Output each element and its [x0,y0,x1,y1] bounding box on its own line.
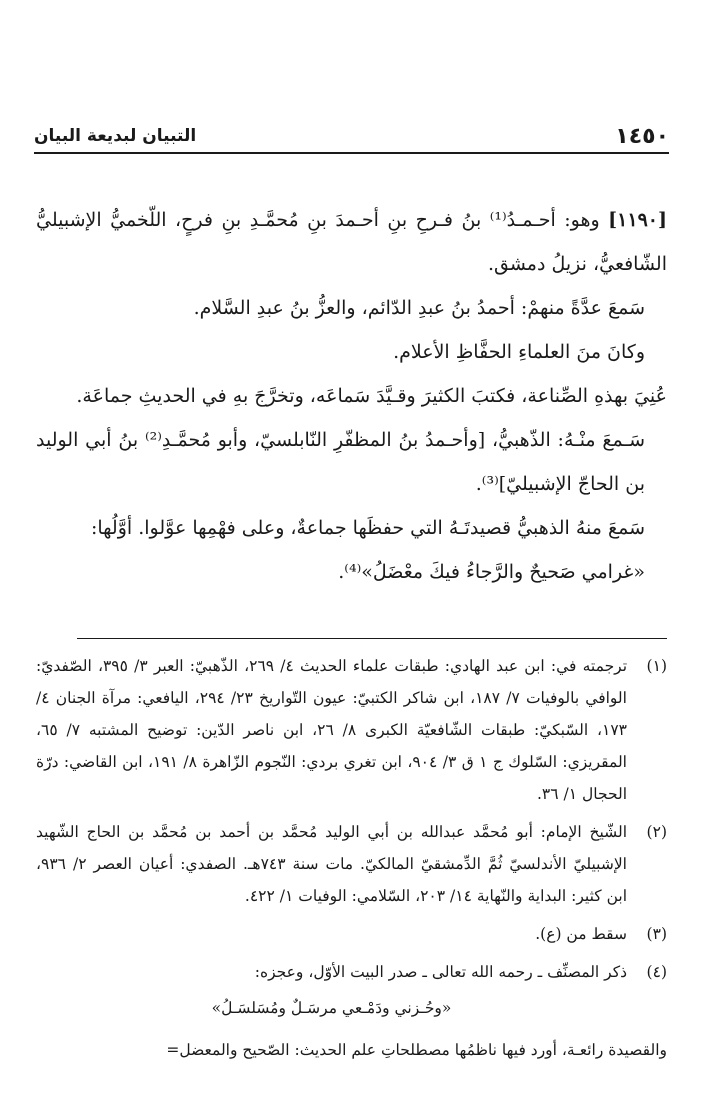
footnote-number: (٤) [646,963,667,981]
footnote-text: ذكر المصنِّف ـ رحمه الله تعالى ـ صدر البيت الأوّل، وعجزه: [254,963,627,981]
paragraph-poem-intro: سَمعَ منهُ الذهبيُّ قصيدتَـهُ التي حفظَها جماعةٌ، وعلى فهْمِها عوَّلوا. أوَّلُها: [90,517,645,539]
footnote [36,650,667,810]
footnote-continuation: والقصيدة رائعـة، أورد فيها ناظمُها مصطلحاتِ علم الحديث: الصّحيح والمعضل= [166,1041,667,1059]
footnote-text: الشّيخ الإمام: أبو مُحمَّد عبدالله بن أبي الوليد مُحمَّد بن أحمد بن مُحمَّد بن الحاج الشّهيد الإشبيليّ الأندلسيّ ثُمَّ الدِّمشقيّ المالكيّ. مات سنة ٧٤٣هـ. الصفدي: أعيان العصر ٢/ ٩٣٦، ابن كثير: البداية والنّهاية ١٤/ ٢٠٣، السّلامي: الوفيات ١/ ٤٢٢. [36,823,627,905]
paragraph-heard-from: سَمعَ عدَّةً منهمْ: أحمدُ بنُ عبدِ الدّائم، والعزُّ بنُ عبدِ السَّلام. [193,297,645,319]
paragraph-students: سَـمعَ منْـهُ: الذّهبيُّ، [وأحـمدُ بنُ المظفّرِ النّابلسيّ، وأبو مُحمَّـدِ⁽²⁾ بنُ أبي الوليد بن الحاجّ الإشبيليّ]⁽³⁾. [36,429,645,495]
paragraph-poem-line: «غرامي صَحيحٌ والرَّجاءُ فيكَ معْضَلُ»⁽⁴⁾. [338,561,645,583]
paragraph-craft: عُنِيَ بهذهِ الصِّناعة، فكتبَ الكثيرَ وقـيَّدَ سَماعَه، وتخرَّجَ بهِ في الحديثِ جماعَة. [76,385,667,407]
footnote [36,956,667,1028]
footnote-text: ترجمته في: ابن عبد الهادي: طبقات علماء الحديث ٤/ ٢٦٩، الذّهبيّ: العبر ٣/ ٣٩٥، الصّفديّ: الوافي بالوفيات ٧/ ١٨٧، ابن شاكر الكتبيّ: عيون التّواريخ ٢٣/ ٢٩٤، اليافعي: مرآة الجنان ٤/ ١٧٣، السّبكيّ: طبقات الشّافعيّة الكبرى ٨/ ٢٦، ابن ناصر الدّين: توضيح المشتبه ٧/ ٦٥، المقريزي: السّلوك ج ١ ق ٣/ ٩٠٤، ابن تغري بردي: النّجوم الزّاهرة ٨/ ١٩١، ابن القاضي: درّة الحجال ١/ ٣٦. [36,657,628,803]
footnote-text: سقط من (ع). [535,925,627,943]
footnote-separator [77,638,667,639]
running-title: التبيان لبديعة البيان [34,126,197,146]
main-text [36,198,667,594]
footnotes [36,650,667,1066]
footnote-body [36,956,627,1028]
paragraph-scholars: وكانَ منَ العلماءِ الحفَّاظِ الأعلام. [393,341,645,363]
page-number: ١٤٥٠ [615,123,669,149]
footnote [36,918,667,950]
entry-text: وهو: أحـمـدُ⁽¹⁾ بنُ فـرحِ بنِ أحـمدَ بنِ مُحمَّـدِ بنِ فرحٍ، اللّخميُّ الإشبيليُّ الشّافعيُّ، نزيلُ دمشق. [36,209,667,275]
entry-number: [١١٩٠] [608,209,667,231]
footnote-number: (٢) [646,823,667,841]
page-header [34,120,669,154]
footnote-number: (١) [646,657,667,675]
footnote-number: (٣) [646,925,667,943]
footnote-verse: «وحُـزني ودَمْـعي مرسَـلٌ ومُسَلسَـلُ» [211,999,452,1017]
footnote [36,816,667,912]
entry-paragraph [36,198,667,286]
